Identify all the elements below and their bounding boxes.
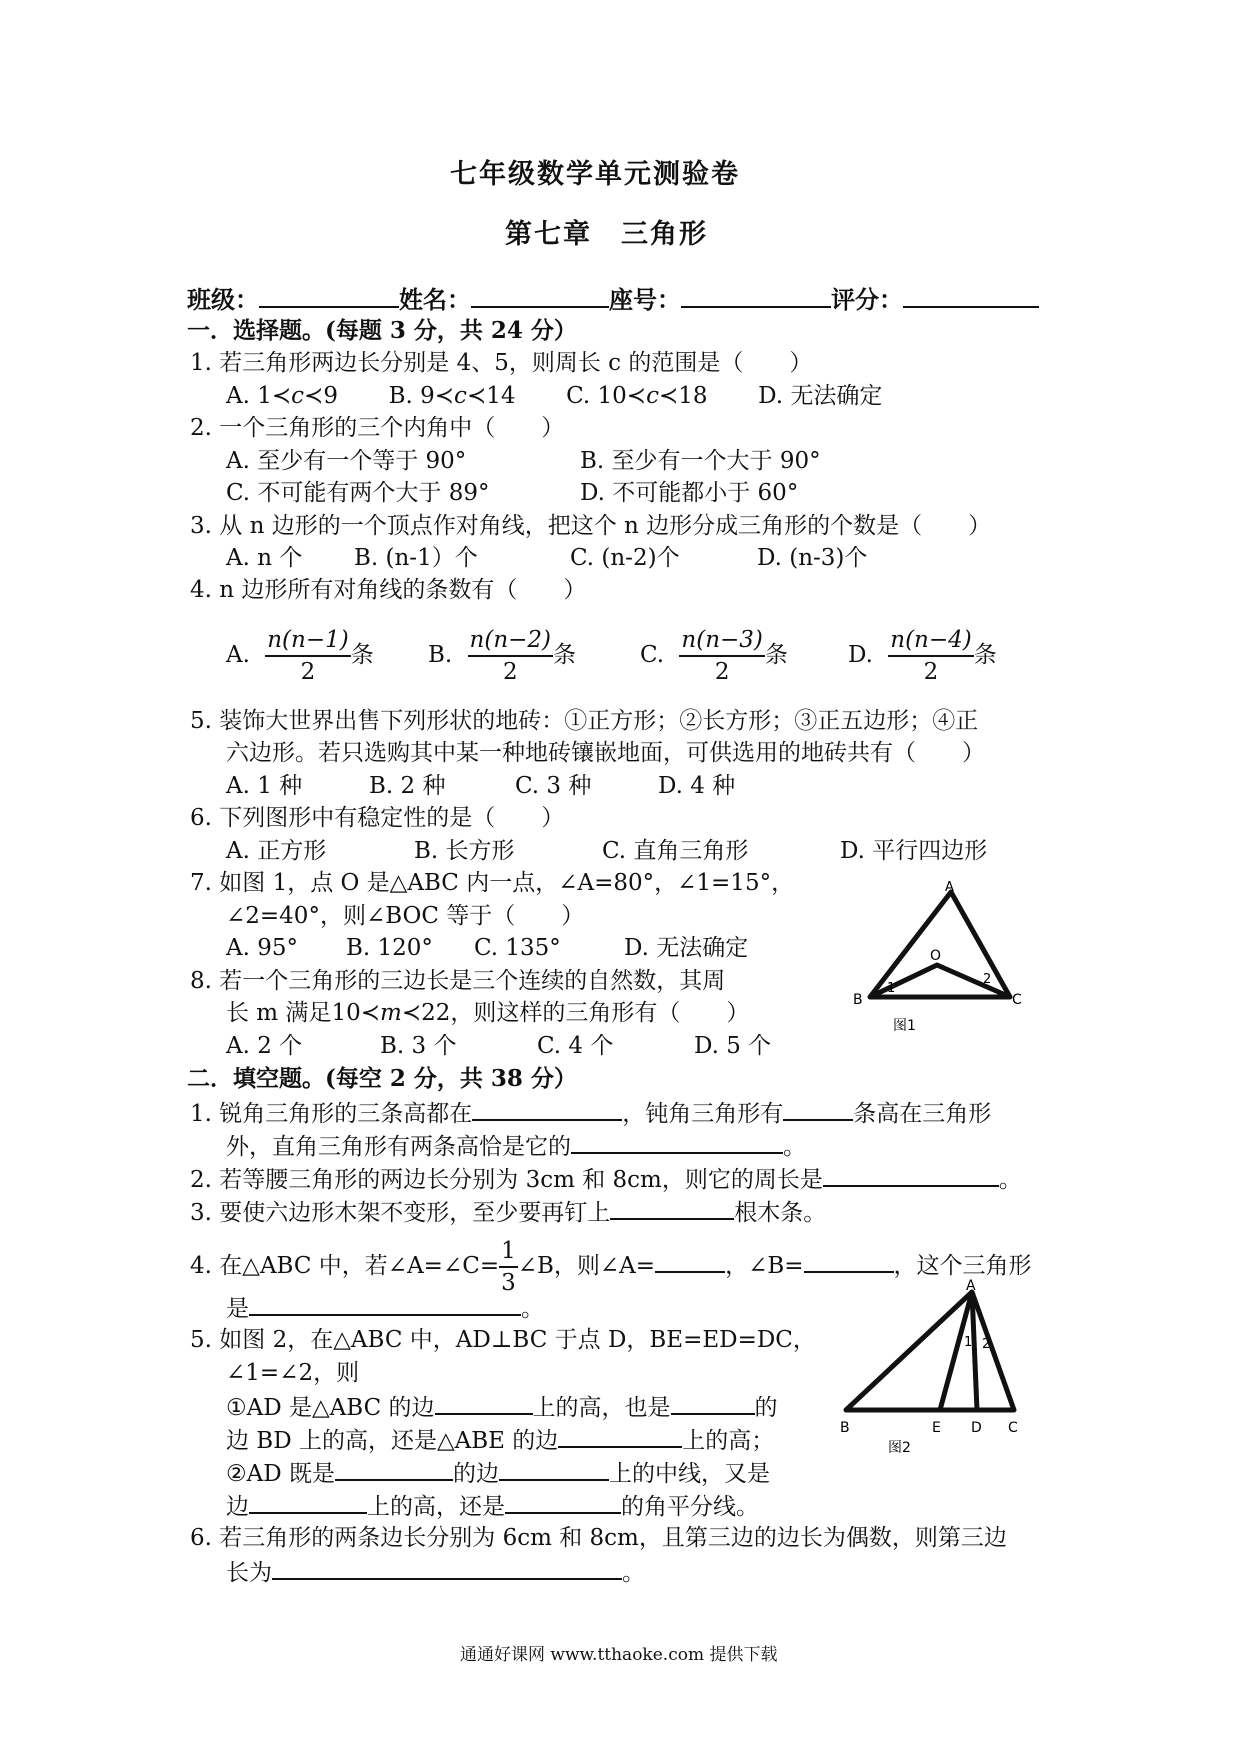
name-label: 姓名： [399, 285, 471, 314]
s1-q1-option-a: A. 1≺c≺9 [226, 383, 338, 409]
class-blank[interactable] [259, 284, 399, 308]
s1-q7-option-b: B. 120° [346, 935, 433, 961]
section2-heading: 二．填空题。(每空 2 分，共 38 分） [187, 1065, 577, 1092]
s2-q1-line2: 外，直角三角形有两条高恰是它的 。 [226, 1130, 806, 1162]
s2-q6-blank[interactable] [272, 1556, 622, 1580]
s2-q3-line: 3. 要使六边形木架不变形，至少要再钉上 根木条。 [190, 1196, 826, 1228]
s1-q6-stem: 6. 下列图形中有稳定性的是（ ） [190, 805, 565, 831]
fig1-label-angle2: 2 [983, 972, 992, 987]
s1-q7-line1: 7. 如图 1，点 O 是△ABC 内一点，∠A=80°，∠1=15°， [190, 870, 795, 896]
fig1-label-a: A [945, 880, 954, 895]
s1-q5-option-d: D. 4 种 [658, 773, 736, 799]
s1-q5-option-c: C. 3 种 [515, 773, 592, 799]
s1-q4-c-numerator: n(n−3) [679, 625, 764, 657]
s1-q1-stem: 1. 若三角形两边长分别是 4、5，则周长 c 的范围是（ ） [190, 350, 813, 376]
s1-q2-option-c: C. 不可能有两个大于 89° [226, 480, 490, 506]
s1-q8-line2: 长 m 满足10≺m≺22，则这样的三角形有（ ） [226, 1000, 750, 1026]
s2-q4-frac-num: 1 [499, 1236, 518, 1268]
s1-q2-option-d: D. 不可能都小于 60° [580, 480, 799, 506]
s1-q8-option-c: C. 4 个 [537, 1033, 614, 1059]
s2-q5-line6: 边 上的高，还是 的角平分线。 [226, 1490, 759, 1522]
s1-q4-option-c: C. $\frac{n(n-3)}{2}$ 条 [640, 627, 788, 685]
s2-q3-blank[interactable] [610, 1196, 734, 1220]
fig1-label-o: O [930, 948, 942, 964]
s1-q5-line2: 六边形。若只选购其中某一种地砖镶嵌地面，可供选用的地砖共有（ ） [226, 740, 985, 766]
s2-q6-line1: 6. 若三角形的两条边长分别为 6cm 和 8cm，且第三边的边长为偶数，则第三边 [190, 1525, 1007, 1551]
s1-q2-option-a: A. 至少有一个等于 90° [226, 448, 467, 474]
s1-q1-option-b: B. 9≺c≺14 [388, 383, 516, 409]
s1-q4-stem: 4. n 边形所有对角线的条数有（ ） [190, 577, 587, 603]
fig2-caption: 图2 [888, 1440, 911, 1456]
s1-q8-option-d: D. 5 个 [694, 1033, 772, 1059]
fig2-label-angle2: 2 [982, 1337, 991, 1352]
s2-q4-line2: 是 。 [226, 1292, 544, 1324]
s1-q4-a-numerator: n(n−1) [265, 625, 350, 657]
s1-q5-line1: 5. 装饰大世界出售下列形状的地砖：①正方形；②长方形；③正五边形；④正 [190, 708, 979, 734]
s2-q5-line1: 5. 如图 2，在△ABC 中，AD⊥BC 于点 D，BE=ED=DC， [190, 1327, 816, 1353]
s1-q6-option-d: D. 平行四边形 [840, 838, 988, 864]
s2-q5-line2: ∠1=∠2，则 [226, 1360, 360, 1386]
s2-q2-blank[interactable] [823, 1163, 999, 1187]
s1-q4-option-b: B. $\frac{n(n-2)}{2}$ 条 [428, 627, 577, 685]
chapter-title: 第七章 三角形 [505, 219, 708, 250]
s1-q5-option-a: A. 1 种 [226, 773, 303, 799]
s1-q3-option-d: D. (n-3)个 [757, 545, 868, 571]
s1-q8-option-b: B. 3 个 [380, 1033, 457, 1059]
s1-q6-option-c: C. 直角三角形 [602, 838, 749, 864]
s2-q1-blank3[interactable] [571, 1130, 783, 1154]
s1-q7-option-d: D. 无法确定 [624, 935, 749, 961]
s1-q3-stem: 3. 从 n 边形的一个顶点作对角线，把这个 n 边形分成三角形的个数是（ ） [190, 513, 992, 539]
fig1-label-angle1: 1 [887, 981, 896, 996]
s2-q5-line4: 边 BD 上的高，还是△ABE 的边 上的高； [226, 1424, 774, 1456]
s2-q5-line5: ②AD 既是 的边 上的中线，又是 [226, 1457, 770, 1489]
exam-title: 七年级数学单元测验卷 [450, 159, 740, 190]
s2-q5-blank7[interactable] [505, 1490, 621, 1514]
s2-q1-line1: 1. 锐角三角形的三条高都在 ，钝角三角形有 条高在三角形 [190, 1097, 991, 1129]
figure-2 [832, 1278, 1032, 1456]
s1-q1-options [226, 381, 882, 411]
s1-q4-b-numerator: n(n−2) [468, 625, 553, 657]
s1-q7-option-a: A. 95° [226, 935, 298, 961]
fig2-label-a: A [966, 1278, 976, 1294]
fig1-label-b: B [853, 992, 863, 1008]
s2-q5-blank2[interactable] [671, 1391, 755, 1415]
s2-q4-blank-type[interactable] [249, 1292, 521, 1316]
s1-q3-option-b: B. (n-1）个 [354, 545, 478, 571]
s1-q4-option-d: D. $\frac{n(n-4)}{2}$ 条 [848, 627, 997, 685]
s2-q5-blank3[interactable] [558, 1424, 682, 1448]
s1-q7-line2: ∠2=40°，则∠BOC 等于（ ） [226, 903, 585, 929]
s1-q5-option-b: B. 2 种 [369, 773, 446, 799]
s1-q2-option-b: B. 至少有一个大于 90° [580, 448, 821, 474]
s2-q4-line1: 4. 在△ABC 中，若∠A=∠C= $\frac{1}{3}$ ∠B，则∠A= ，∠B= ，这个三角形 [190, 1238, 1032, 1296]
s2-q5-blank5[interactable] [499, 1457, 609, 1481]
s2-q1-blank1[interactable] [472, 1097, 622, 1121]
s2-q5-blank4[interactable] [335, 1457, 453, 1481]
fig2-label-c: C [1008, 1420, 1018, 1436]
fig2-label-b: B [840, 1420, 850, 1436]
s1-q4-option-a: A. $\frac{n(n-1)}{2}$ 条 [226, 627, 374, 685]
score-blank[interactable] [903, 284, 1039, 308]
s2-q2-line: 2. 若等腰三角形的两边长分别为 3cm 和 8cm，则它的周长是 。 [190, 1163, 1022, 1195]
class-label: 班级： [187, 285, 259, 314]
s1-q6-option-a: A. 正方形 [226, 838, 327, 864]
s1-q1-option-d: D. 无法确定 [758, 383, 883, 409]
s2-q4-blank-b[interactable] [804, 1249, 894, 1273]
student-info-row [187, 284, 1039, 315]
s2-q6-line2: 长为 。 [226, 1556, 645, 1588]
s1-q7-option-c: C. 135° [474, 935, 561, 961]
s2-q1-blank2[interactable] [783, 1097, 853, 1121]
s1-q8-line1: 8. 若一个三角形的三边长是三个连续的自然数，其周 [190, 968, 726, 994]
s2-q5-blank1[interactable] [435, 1391, 533, 1415]
s2-q5-line3: ①AD 是△ABC 的边 上的高，也是 的 [226, 1391, 778, 1423]
fig2-label-e: E [932, 1420, 941, 1436]
s2-q4-frac-den: 3 [501, 1270, 516, 1296]
fig1-label-c: C [1012, 992, 1022, 1008]
seat-blank[interactable] [681, 284, 831, 308]
s1-q2-stem: 2. 一个三角形的三个内角中（ ） [190, 415, 565, 441]
s1-q1-option-c: C. 10≺c≺18 [566, 383, 708, 409]
s1-q4-d-numerator: n(n−4) [888, 625, 973, 657]
fig1-caption: 图1 [893, 1018, 916, 1034]
score-label: 评分： [831, 285, 903, 314]
s2-q4-blank-a[interactable] [655, 1249, 725, 1273]
s1-q6-option-b: B. 长方形 [414, 838, 515, 864]
fig2-label-d: D [971, 1420, 982, 1436]
figure-1 [845, 880, 1020, 1040]
s1-q8-option-a: A. 2 个 [226, 1033, 303, 1059]
fig2-label-angle1: 1 [964, 1335, 973, 1350]
footer-credit: 通通好课网 www.tthaoke.com 提供下载 [460, 1645, 778, 1665]
s2-q5-blank6[interactable] [249, 1490, 367, 1514]
seat-label: 座号： [609, 285, 681, 314]
section1-heading: 一．选择题。(每题 3 分，共 24 分） [187, 317, 577, 344]
s1-q3-option-c: C. (n-2)个 [570, 545, 680, 571]
name-blank[interactable] [471, 284, 609, 308]
s1-q3-option-a: A. n 个 [226, 545, 303, 571]
